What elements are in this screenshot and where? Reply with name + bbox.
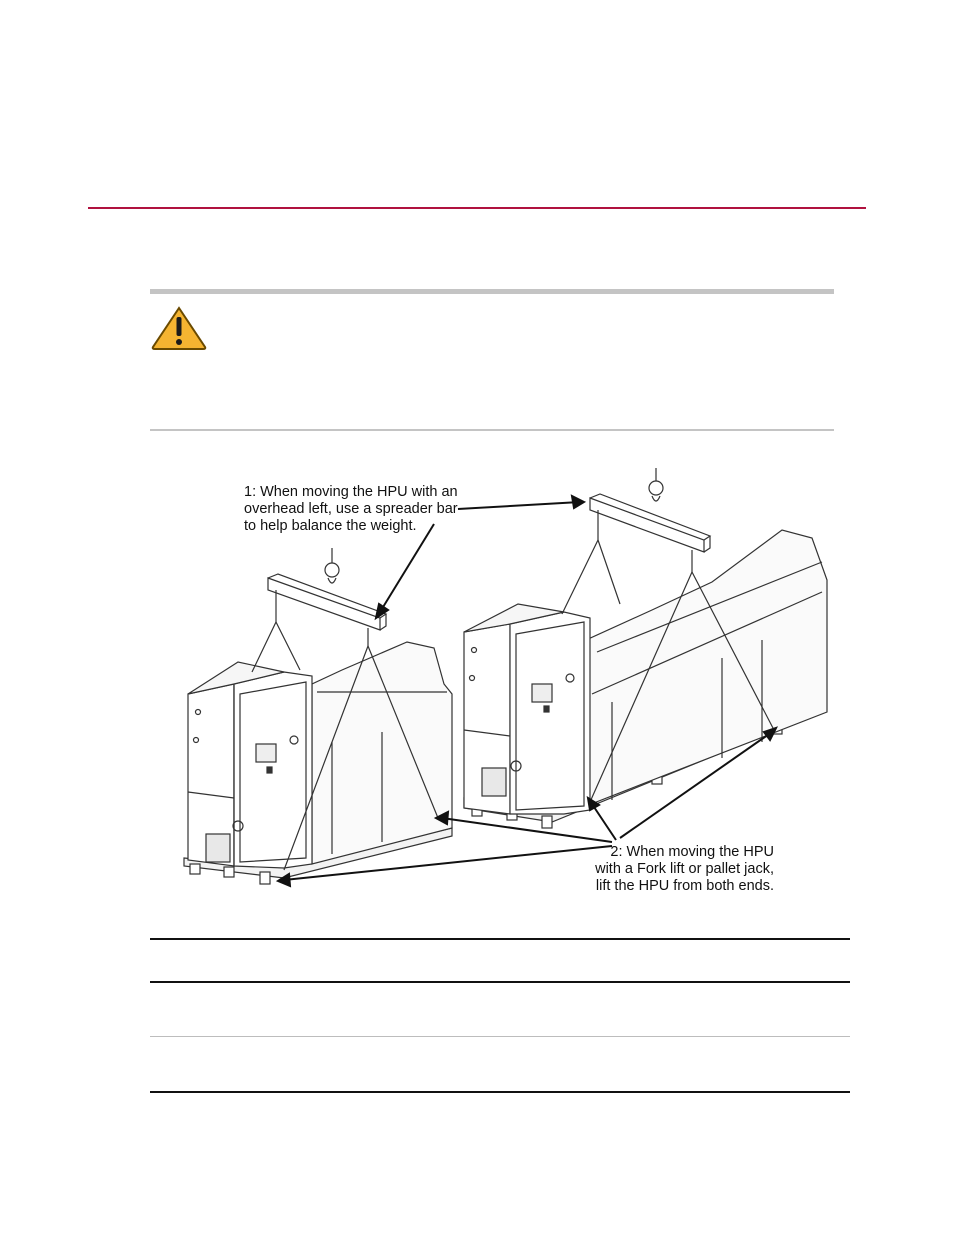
table-rule-header	[150, 981, 850, 983]
table-rule-bottom	[150, 1091, 850, 1093]
callout-overhead-lift: 1: When moving the HPU with an overhead left, use a spreader bar to help balance the weight.	[244, 484, 458, 534]
warning-box-bottom-rule	[150, 429, 834, 431]
table-rule-row	[150, 1036, 850, 1037]
table-rule-top	[150, 938, 850, 940]
callout-forklift: 2: When moving the HPU with a Fork lift or pallet jack, lift the HPU from both ends.	[595, 844, 774, 894]
warning-box-top-rule	[150, 289, 834, 294]
section-divider	[88, 207, 866, 209]
hpu-lifting-figure	[172, 462, 844, 908]
right-hpu-drawing	[464, 468, 827, 828]
warning-triangle-icon	[150, 305, 208, 351]
left-hpu-drawing	[184, 548, 452, 884]
